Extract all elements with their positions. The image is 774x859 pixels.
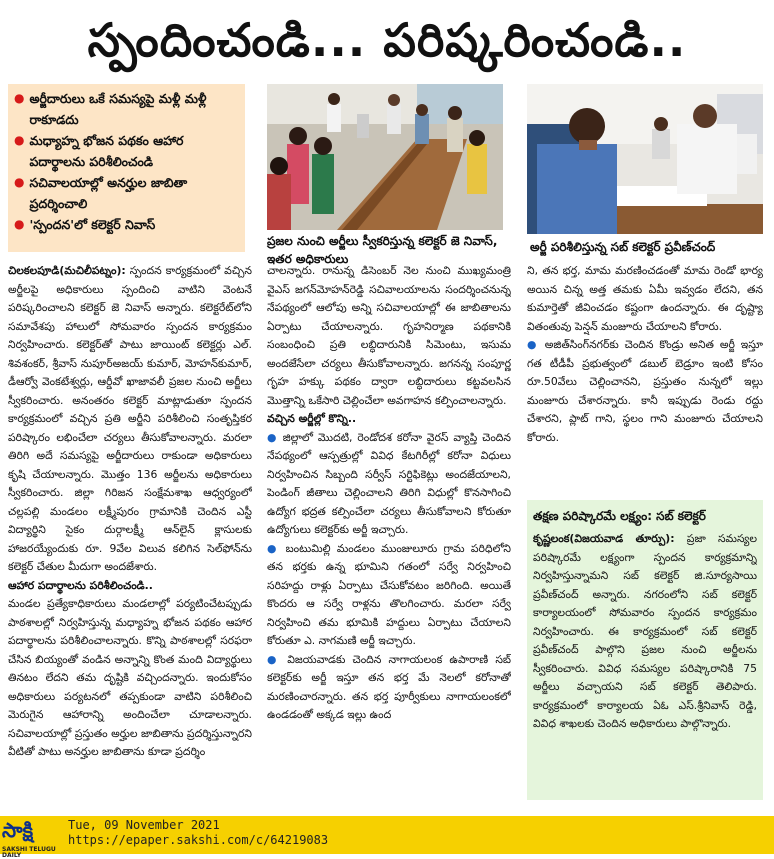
headline: స్పందించండి... పరిష్కరించండి..: [87, 13, 687, 67]
meeting-photo-graphic: [267, 84, 503, 230]
highlight-item: ● సచివాలయాల్లో అనర్హుల జాబితా ప్రదర్శించాలి: [14, 172, 239, 214]
sub-collector-sidebar: [527, 500, 763, 800]
bullet-icon: ●: [14, 133, 25, 147]
highlight-item: ● 'స్పందన'లో కలెక్టర్ నివాస్: [14, 214, 239, 235]
article-bullet: ● బంటుమిల్లి మండలం ముంజులూరు గ్రామ పరిధిలోని తన భర్తకు ఉన్న భూమిని గతంలో సర్వే నిర్వహించి సరిహద్దు రాళ్లు ఏర్పాటు చేసుకోవటం జరిగింది. అయితే కొందరు ఆ సర్వే రాళ్లను తొలగించారు. మరలా సర్వే నిర్వహించి తమ భూమికి హద్దులు ఏర్పాటు చేయాలని కోరుతూ ఎ. నాగమణి అర్జీ ఇచ్చారు.: [267, 541, 511, 647]
bullet-icon: ●: [14, 91, 25, 105]
sidebar-paragraph: కృష్ణలంక(విజయవాడ తూర్పు): ప్రజా సమస్యల పరిష్కారమే లక్ష్యంగా స్పందన కార్యక్రమాన్ని నిర్వహిస్తున్నామని సబ్ కలెక్టర్ జి.సూర్యసాయి ప్రవీణ్‌చంద్ అన్నారు. నగరంలోని సబ్ కలెక్టర్ కార్యాలయంలో సోమవారం స్పందన కార్యక్రమం నిర్వహించారు. ఈ కార్యక్రమంలో సబ్ కలెక్టర్ ప్రవీణ్‌చంద్ పాల్గొని ప్రజల నుంచి అర్జీలను స్వీకరించారు. వివిధ సమస్యల పరిష్కారానికి 75 అర్జీలు వచ్చాయని సబ్ కలెక్టర్ తెలిపారు. కార్యక్రమంలో కార్యాలయ ఏఓ ఎస్.శ్రీనివాస్ రెడ్డి, వివిధ శాఖలకు చెందిన అధికారులు పాల్గొన్నారు.: [533, 532, 757, 730]
highlight-item: ● మధ్యాహ్న భోజన పథకం ఆహార పదార్థాలను పరిశీలించండి: [14, 130, 239, 172]
bullet-icon: ●: [14, 175, 25, 189]
sidebar-dateline: కృష్ణలంక(విజయవాడ తూర్పు):: [533, 532, 675, 545]
article-subheading: వచ్చిన అర్జీల్లో కొన్ని..: [267, 412, 357, 425]
article-column-1: [8, 262, 252, 812]
highlight-item: ● అర్జీదారులు ఒకే సమస్యపై మళ్లీ మళ్లీ రాకూడదు: [14, 88, 239, 130]
article-column-2: [267, 262, 511, 812]
sidebar-title: తక్షణ పరిష్కారమే లక్ష్యం: సబ్ కలెక్టర్: [533, 509, 706, 523]
bullet-icon: ●: [267, 430, 283, 444]
bullet-icon: ●: [267, 541, 286, 555]
highlights-box: [8, 84, 245, 252]
bullet-icon: ●: [14, 217, 25, 231]
footer-date: Tue, 09 November 2021: [68, 818, 220, 832]
article-paragraph: చాలన్నారు. రానున్న డిసెంబర్ నెల నుంచి ముఖ్యమంత్రి వైఎస్ జగన్‌మోహన్‌రెడ్డి సచివాలయాలను సందర్శించనున్న నేపథ్యంలో ఆలోపు అన్ని సచివాలయాల్లో ఈ జాబితాలను ఏర్పాటు చేయాలన్నారు. గృహనిర్మాణ పథకానికి సంబంధించి ప్రతి లబ్ధిదారునికి సిమెంటు, ఇసుమ అందజేసేలా చర్యలు తీసుకోవాలన్నారు. జగనన్న సంపూర్ణ గృహ హక్కు పథకం ద్వారా లబ్ధిదారులు కట్టవలసిన మొత్తాన్ని ఒకేసారి చెల్లించేలా అవగాహన కల్పించాలన్నారు.: [267, 264, 511, 407]
article-paragraph: మండల ప్రత్యేకాధికారులు మండలాల్లో పర్యటించేటప్పుడు పాఠశాలల్లో నిర్వహిస్తున్న మధ్యాహ్న భోజన పథకం ఆహార పదార్థాలను పరిశీలించాలన్నారు. కొన్ని పాఠశాలల్లో సరఫరా చేసిన బియ్యంతో వండిన అన్నాన్ని కొంత మంది విద్యార్థులు తినటం లేదని తమ దృష్టికి వచ్చిందన్నారు. ఇందుకోసం అధికారులు పర్యటనలో తప్పకుండా వాటిని పరిశీలించి మెరుగైన ఆహారాన్ని అందించేలా చూడాలన్నారు. సచివాలయాల్లో ప్రస్తుతం అర్హుల జాబితాను ప్రదర్శిస్తున్నారని వీటితో పాటు అనర్హుల జాబితాను కూడా ప్రదర్శిం: [8, 597, 252, 758]
article-subheading: ఆహార పదార్థాలను పరిశీలించండి..: [8, 578, 153, 592]
sub-collector-photo: [527, 84, 763, 234]
left-photo-caption: ప్రజల నుంచి అర్జీలు స్వీకరిస్తున్న కలెక్టర్ జె నివాస్, ఇతర అధికారులు: [267, 234, 498, 266]
sidebar-body: [533, 530, 757, 780]
article-column-3: [527, 262, 763, 492]
bullet-icon: ●: [527, 338, 545, 351]
article-paragraph: ని, తన భర్త, మామ మరణించడంతో మామ రెండో భార్య అయిన చిన్న అత్త తమకు ఏమీ ఇవ్వడం లేదని, తన కుమార్తెతో జీవించడం కష్టంగా ఉందన్నారు. ఈ దృష్ట్యా వితంతువు పెన్షన్ మంజూరు చేయాలని కోరారు.: [527, 264, 763, 333]
article-bullet: ● విజయవాడకు చెందిన నాగాయలంక ఉపారాణి సబ్ కలెక్టర్‌కు అర్జీ ఇస్తూ తన భర్త మే నెలలో కరోనాతో మరణించారన్నారు. తన భర్త పూర్వీకులు నాగాయలంకలో ఉండడంతో అక్కడ ఇల్లు ఉంద: [267, 652, 511, 721]
bullet-icon: ●: [267, 652, 288, 666]
footer-date-url: [68, 818, 328, 848]
article-dateline: చిలకలపూడి(మచిలీపట్నం):: [8, 264, 126, 277]
article-bullet: ● అజిత్‌సింగ్‌నగర్‌కు చెందిన కొండ్రు అనిత అర్జీ ఇస్తూ గత టీడీపీ ప్రభుత్వంలో డబుల్ బెడ్రూం ఇంటి కోసం రూ.50వేలు చెల్లించానని, ప్రస్తుతం నున్నలో ఇల్లు మంజూరు చేశారన్నారు. కానీ ఇప్పుడు రెండు రద్దు చేశారని, ప్లాట్ గాని, స్థలం గాని మంజూరు చేయాలని కోరారు.: [527, 338, 763, 444]
article-paragraph: చిలకలపూడి(మచిలీపట్నం): స్పందన కార్యక్రమంలో వచ్చిన అర్జీలపై అధికారులు స్పందించి వాటిని వెంటనే పరిష్కరించాలని కలెక్టర్ జె నివాస్ అన్నారు. కలెక్టరేట్‌లోని సమావేశపు హాలులో సోమవారం స్పందన కార్యక్రమం నిర్వహించారు. కలెక్టర్‌తో పాటు జాయింట్ కలెక్టర్లు ఎల్. శివశంకర్, శ్రీవాస్ నుపూర్‌అజయ్ కుమార్, మోహన్‌కుమార్, డీఆర్వో వెంకటేశ్వర్లు, ఆర్డీవో ఖాజావలీ ప్రజల నుంచి అర్జీలు స్వీకరించారు. అనంతరం కలెక్టర్ మాట్లాడుతూ స్పందన కార్యక్రమంలో వచ్చిన ప్రతి అర్జీని పరిశీలించి సంతృప్తికర పరిష్కారం లభించేలా చర్యలు తీసుకోవాలన్నారు. మరలా తిరిగి అదే సమస్యపై అర్జీదారులు రాకుండా అధికారులు కృషి చేయాలన్నారు. మొత్తం 136 అర్జీలను అధికారులు స్వీకరించారు. జిల్లా గిరిజన సంక్షేమశాఖ ఆధ్వర్యంలో చల్లపల్లి మండలం లక్ష్మీపురం గ్రామానికి చెందిన ఎస్టీ విద్యార్థిని సైకం దుర్గాలక్ష్మీ ఆన్‌లైన్ క్లాసులకు హాజరయ్యేందుకు రూ. 9వేల విలువ కలిగిన సెల్‌ఫోన్‌ను కలెక్టర్ చేతుల మీదుగా అందజేశారు.: [8, 264, 252, 573]
right-photo-caption: అర్జీ పరిశీలిస్తున్న సబ్ కలెక్టర్ ప్రవీణ్‌చంద్: [530, 240, 716, 254]
collector-meeting-photo: [267, 84, 503, 230]
sub-collector-photo-graphic: [527, 84, 763, 234]
footer-url[interactable]: https://epaper.sakshi.com/c/64219083: [68, 833, 329, 847]
sakshi-logo: సాక్షి SAKSHI TELUGU DAILY: [2, 818, 56, 859]
article-bullet: ● జిల్లాలో మొదటి, రెండోదశ కరోనా వైరస్ వ్యాప్తి చెందిన నేపథ్యంలో ఆస్పత్రుల్లో వివిధ కేటగిరీల్లో కరోనా విధులు నిర్వహించిన సిబ్బంది సర్వీస్ సర్టిఫికెట్లు అందజేయాలని, పెండింగ్ జీతాలు చెల్లించాలని తిరిగి విధుల్లో కొనసాగించి ఉద్యోగ భద్రత కల్పించేలా చర్యలు తీసుకోవాలని కోరుతూ ఉద్యోగులు కలెక్టర్‌కు అర్జీ ఇచ్చారు.: [267, 430, 511, 536]
